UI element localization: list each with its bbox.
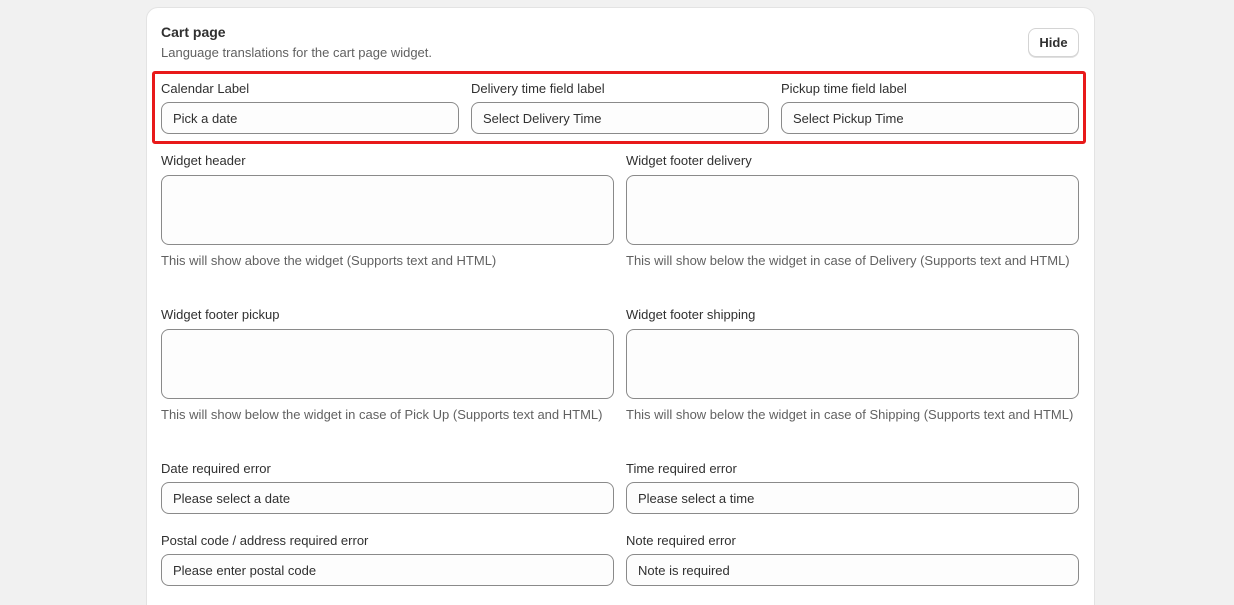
widget-footer-pickup-label: Widget footer pickup (161, 307, 280, 322)
card-title: Cart page (161, 24, 226, 40)
widget-footer-shipping-help: This will show below the widget in case of Shipping (Supports text and HTML) (626, 407, 1074, 422)
cart-page-card (146, 7, 1095, 605)
postal-required-error-input[interactable] (161, 554, 614, 586)
widget-header-textarea[interactable] (161, 175, 614, 245)
widget-header-help: This will show above the widget (Supports text and HTML) (161, 253, 497, 268)
note-required-error-input[interactable] (626, 554, 1079, 586)
postal-required-error-label: Postal code / address required error (161, 533, 369, 548)
delivery-time-label-field (471, 79, 769, 134)
time-required-error-field (626, 459, 1079, 514)
widget-footer-pickup-help: This will show below the widget in case of Pick Up (Supports text and HTML) (161, 407, 603, 422)
widget-footer-shipping-field (626, 305, 1079, 425)
date-required-error-label: Date required error (161, 461, 271, 476)
calendar-label-input[interactable] (161, 102, 459, 134)
widget-header-field (161, 151, 614, 271)
postal-required-error-field (161, 531, 614, 586)
delivery-time-label-input[interactable] (471, 102, 769, 134)
pickup-time-label-field (781, 79, 1079, 134)
time-required-error-input[interactable] (626, 482, 1079, 514)
hide-button[interactable]: Hide (1028, 28, 1079, 57)
calendar-label-label: Calendar Label (161, 81, 250, 96)
card-subtitle: Language translations for the cart page widget. (161, 45, 433, 60)
widget-footer-delivery-textarea[interactable] (626, 175, 1079, 245)
widget-footer-shipping-label: Widget footer shipping (626, 307, 756, 322)
widget-footer-delivery-help: This will show below the widget in case of Delivery (Supports text and HTML) (626, 253, 1070, 268)
calendar-label-field (161, 79, 459, 134)
delivery-time-label-label: Delivery time field label (471, 81, 605, 96)
pickup-time-label-label: Pickup time field label (781, 81, 907, 96)
pickup-time-label-input[interactable] (781, 102, 1079, 134)
date-required-error-input[interactable] (161, 482, 614, 514)
widget-footer-shipping-textarea[interactable] (626, 329, 1079, 399)
time-required-error-label: Time required error (626, 461, 737, 476)
note-required-error-label: Note required error (626, 533, 736, 548)
widget-footer-delivery-field (626, 151, 1079, 271)
note-required-error-field (626, 531, 1079, 586)
date-required-error-field (161, 459, 614, 514)
widget-footer-delivery-label: Widget footer delivery (626, 153, 752, 168)
widget-header-label: Widget header (161, 153, 246, 168)
widget-footer-pickup-field (161, 305, 614, 425)
widget-footer-pickup-textarea[interactable] (161, 329, 614, 399)
